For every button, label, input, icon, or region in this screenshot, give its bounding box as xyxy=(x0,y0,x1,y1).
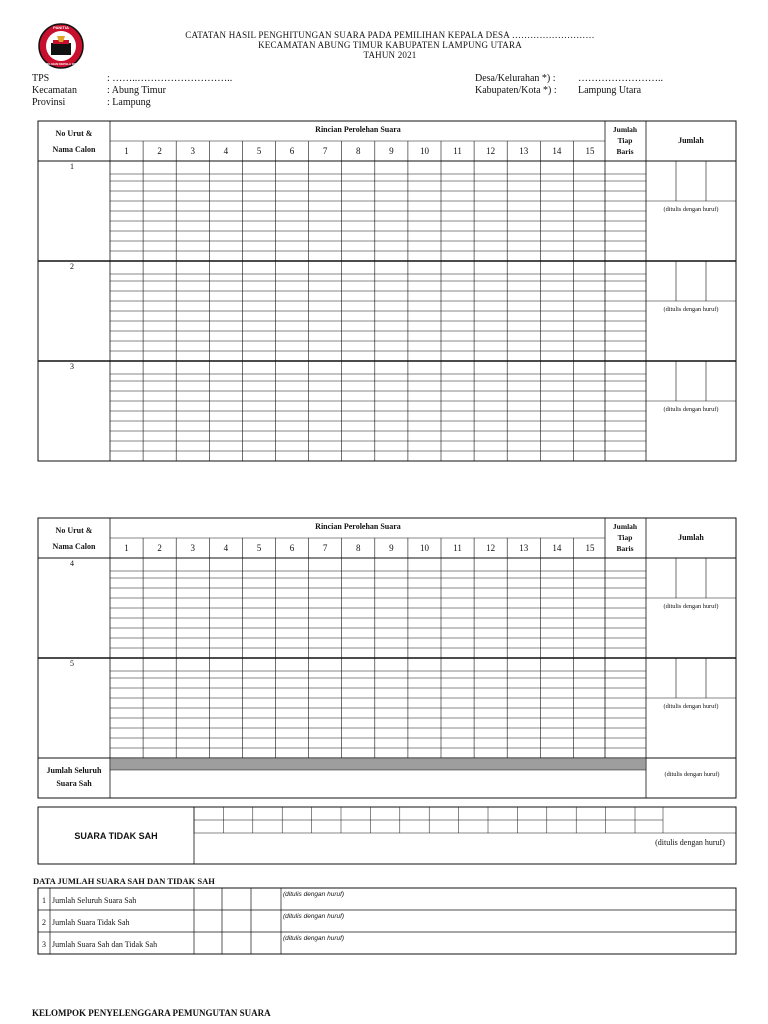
col-number-label: 10 xyxy=(419,543,429,553)
col-nama-label: Nama Calon xyxy=(52,145,96,154)
col-number-label: 11 xyxy=(453,543,462,553)
col-number-label: 9 xyxy=(389,543,394,553)
col-number-label: 1 xyxy=(124,543,129,553)
col-number-label: 8 xyxy=(356,146,361,156)
total-shaded-bar xyxy=(110,758,646,770)
candidate-number: 5 xyxy=(70,659,74,668)
col-number-label: 13 xyxy=(519,146,529,156)
col-rincian-label: Rincian Perolehan Suara xyxy=(315,125,401,134)
candidate-number: 4 xyxy=(70,559,74,568)
provinsi-label: Provinsi xyxy=(32,97,66,108)
ditulis-note: (ditulis dengan huruf) xyxy=(283,891,345,898)
col-jumlah-tiap-label: Tiap xyxy=(617,533,633,542)
col-jumlah-label: Jumlah xyxy=(678,533,704,542)
kecamatan-label: Kecamatan xyxy=(32,85,77,96)
col-number-label: 10 xyxy=(419,146,429,156)
col-jumlah-tiap-label: Jumlah xyxy=(612,522,638,531)
tps-label: TPS xyxy=(32,73,50,84)
data-row-number: 1 xyxy=(42,896,46,905)
col-jumlah-tiap-label: Baris xyxy=(616,147,634,156)
col-number-label: 2 xyxy=(157,543,162,553)
jumlah-seluruh-label: Jumlah Seluruh xyxy=(46,766,102,775)
logo-top-text: PANITIA xyxy=(53,25,69,30)
col-number-label: 4 xyxy=(223,146,229,156)
ditulis-note: (ditulis dengan huruf) xyxy=(664,771,720,778)
data-row-number: 2 xyxy=(42,918,46,927)
ditulis-note: (ditulis dengan huruf) xyxy=(663,206,719,213)
ditulis-note: (ditulis dengan huruf) xyxy=(283,935,345,942)
kabupaten-label: Kabupaten/Kota *) : xyxy=(475,85,557,96)
col-number-label: 15 xyxy=(585,543,595,553)
col-number-label: 7 xyxy=(322,146,328,156)
col-number-label: 14 xyxy=(552,543,562,553)
ditulis-note: (ditulis dengan huruf) xyxy=(663,703,719,710)
col-number-label: 13 xyxy=(519,543,529,553)
col-number-label: 11 xyxy=(453,146,462,156)
ditulis-note: (ditulis dengan huruf) xyxy=(663,306,719,313)
col-number-label: 8 xyxy=(356,543,361,553)
ditulis-note: (ditulis dengan huruf) xyxy=(655,838,725,847)
desa-label: Desa/Kelurahan *) : xyxy=(475,73,556,84)
data-row-label: Jumlah Suara Tidak Sah xyxy=(52,918,130,927)
ditulis-note: (ditulis dengan huruf) xyxy=(663,406,719,413)
col-jumlah-label: Jumlah xyxy=(678,136,704,145)
suara-tidak-sah-label: SUARA TIDAK SAH xyxy=(74,831,158,841)
jumlah-seluruh-label: Suara Sah xyxy=(56,779,92,788)
candidate-number: 2 xyxy=(70,262,74,271)
data-row-number: 3 xyxy=(42,940,46,949)
logo-bottom-text: PEMILIHAN KEPALA DESA xyxy=(41,62,81,66)
data-row-label: Jumlah Suara Sah dan Tidak Sah xyxy=(52,940,158,949)
col-jumlah-tiap-label: Jumlah xyxy=(612,125,638,134)
kabupaten-value: Lampung Utara xyxy=(578,85,642,96)
tps-value: : ……..……………………….. xyxy=(107,73,233,84)
candidate-number: 1 xyxy=(70,162,74,171)
col-number-label: 14 xyxy=(552,146,562,156)
col-number-label: 3 xyxy=(190,543,195,553)
col-number-label: 15 xyxy=(585,146,595,156)
col-number-label: 9 xyxy=(389,146,394,156)
header-line-1: CATATAN HASIL PENGHITUNGAN SUARA PADA PEMILIHAN KEPALA DESA ……………………… xyxy=(185,30,595,40)
col-number-label: 3 xyxy=(190,146,195,156)
footer-title: KELOMPOK PENYELENGGARA PEMUNGUTAN SUARA xyxy=(32,1008,271,1018)
col-number-label: 1 xyxy=(124,146,129,156)
ditulis-note: (ditulis dengan huruf) xyxy=(283,913,345,920)
col-number-label: 5 xyxy=(256,543,262,553)
col-number-label: 6 xyxy=(289,146,295,156)
candidate-number: 3 xyxy=(70,362,74,371)
col-no-urut-label: No Urut & xyxy=(55,129,93,138)
provinsi-value: : Lampung xyxy=(107,97,151,108)
col-number-label: 5 xyxy=(256,146,262,156)
col-jumlah-tiap-label: Tiap xyxy=(617,136,633,145)
desa-value: …………………….. xyxy=(578,73,663,84)
col-number-label: 4 xyxy=(223,543,229,553)
kecamatan-value: : Abung Timur xyxy=(107,85,166,96)
col-number-label: 2 xyxy=(157,146,162,156)
data-section-title: DATA JUMLAH SUARA SAH DAN TIDAK SAH xyxy=(33,876,215,886)
col-jumlah-tiap-label: Baris xyxy=(616,544,634,553)
col-nama-label: Nama Calon xyxy=(52,542,96,551)
ditulis-note: (ditulis dengan huruf) xyxy=(663,603,719,610)
col-number-label: 7 xyxy=(322,543,328,553)
data-row-label: Jumlah Seluruh Suara Sah xyxy=(52,896,137,905)
col-rincian-label: Rincian Perolehan Suara xyxy=(315,522,401,531)
col-no-urut-label: No Urut & xyxy=(55,526,93,535)
col-number-label: 6 xyxy=(289,543,295,553)
col-number-label: 12 xyxy=(486,146,496,156)
col-number-label: 12 xyxy=(486,543,496,553)
header-line-2: KECAMATAN ABUNG TIMUR KABUPATEN LAMPUNG UTARA xyxy=(258,40,522,50)
header-line-3: TAHUN 2021 xyxy=(363,50,417,60)
